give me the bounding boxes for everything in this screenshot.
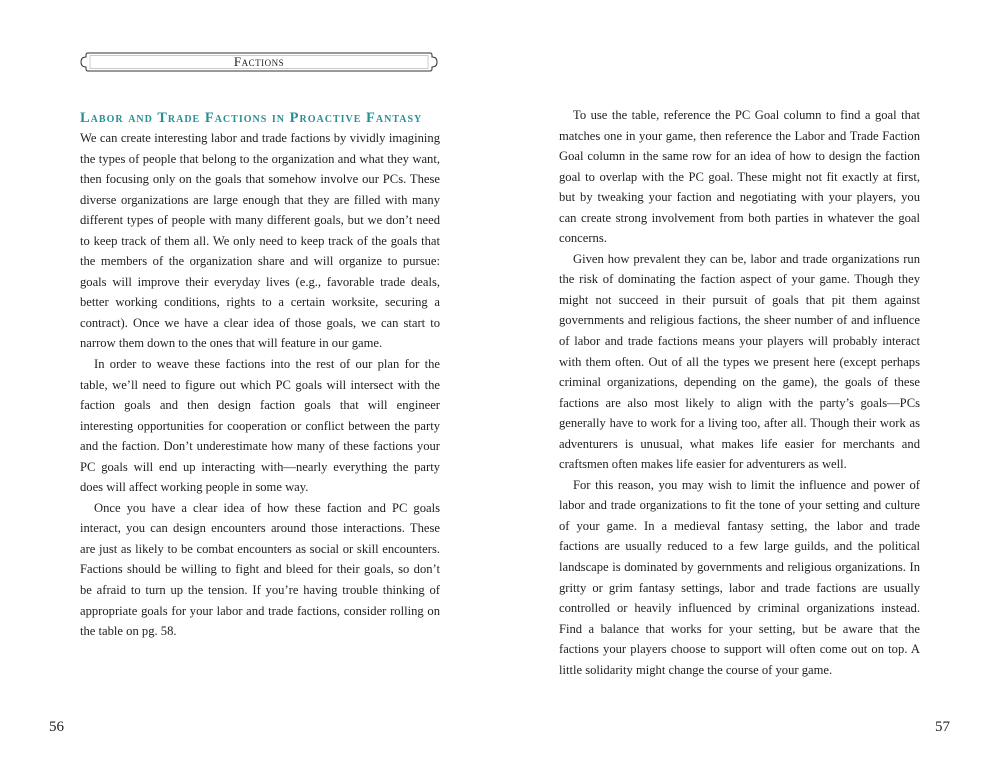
page-number-right: 57 [935, 719, 950, 735]
page-number-left: 56 [49, 719, 64, 735]
body-paragraph: To use the table, reference the PC Goal column to find a goal that matches one in your game, then reference the Labor and Trade Faction Goal column in the same row for an idea of how to design the faction goal to overlap with the PC goal. These might not fit exactly at first, but by tweaking your faction and negotiating with your players, you can create strong involvement from both parties in whatever the goal concerns. [559, 108, 920, 246]
header-title: Factions [233, 54, 285, 69]
body-paragraph: For this reason, you may wish to limit the influence and power of labor and trade organizations to fit the tone of your setting and culture of your game. In a medieval fantasy setting, the labor and trade factions are usually reduced to a few large guilds, and the political landscape is dominated by governments and religious organizations. In gritty or grim fantasy settings, labor and trade factions are usually controlled or heavily influenced by criminal organizations instead. Find a balance that works for your setting, but be aware that the factions your players choose to support will often come out on top. A little solidarity might change the course of your game. [559, 477, 920, 677]
body-paragraph: Once you have a clear idea of how these faction and PC goals interact, you can design encounters around those interactions. These are just as likely to be combat encounters as social or skill encounters. Factions should be willing to fight and bleed for their goals, so don’t be afraid to turn up the tension. If you’re having trouble thinking of appropriate goals for your labor and trade factions, consider rolling on the table on pg. 58. [80, 500, 440, 639]
right-page-body [559, 105, 920, 680]
body-paragraph: In order to weave these factions into the rest of our plan for the table, we’ll need to figure out which PC goals will intersect with the faction goals and then design faction goals that will engineer interesting opportunities for cooperation or conflict between the party and the faction. Don’t underestimate how many of these factions your PC goals will end up interacting with—nearly everything the party does will affect working people in some way. [80, 357, 440, 495]
body-paragraph: Given how prevalent they can be, labor and trade organizations run the risk of dominating the faction aspect of your game. Though they might not succeed in their pursuit of goals that pit them against governments and religious factions, the sheer number of and influence of labor and trade factions means your players will probably interact with them often. Out of all the types we present here (except perhaps criminal organizations, depending on the game), the goals of these factions are also most likely to align with the party’s goals—PCs generally have to work for a living too, after all. Though their work as adventurers is unusual, what makes life easier for merchants and craftsmen often makes life easier for adventurers as well. [559, 251, 920, 472]
left-page-body [80, 108, 440, 642]
section-heading: Labor and Trade Factions in Proactive Fantasy [80, 110, 423, 126]
body-paragraph: We can create interesting labor and trade factions by vividly imagining the types of people that belong to the organization and what they want, then focusing only on the goals that somehow involve our PCs. These diverse organizations are large enough that they are filled with many different types of people with many different goals, but we don’t need to keep track of them all. We only need to keep track of the goals that the members of the organization share and will organize to pursue: goals will improve their everyday lives (e.g., favorable trade deals, better working conditions, rights to a certain worksite, securing a contract). Once we have a clear idea of those goals, we can start to narrow them down to the ones that will feature in our game. [80, 131, 440, 351]
running-header [80, 52, 438, 72]
